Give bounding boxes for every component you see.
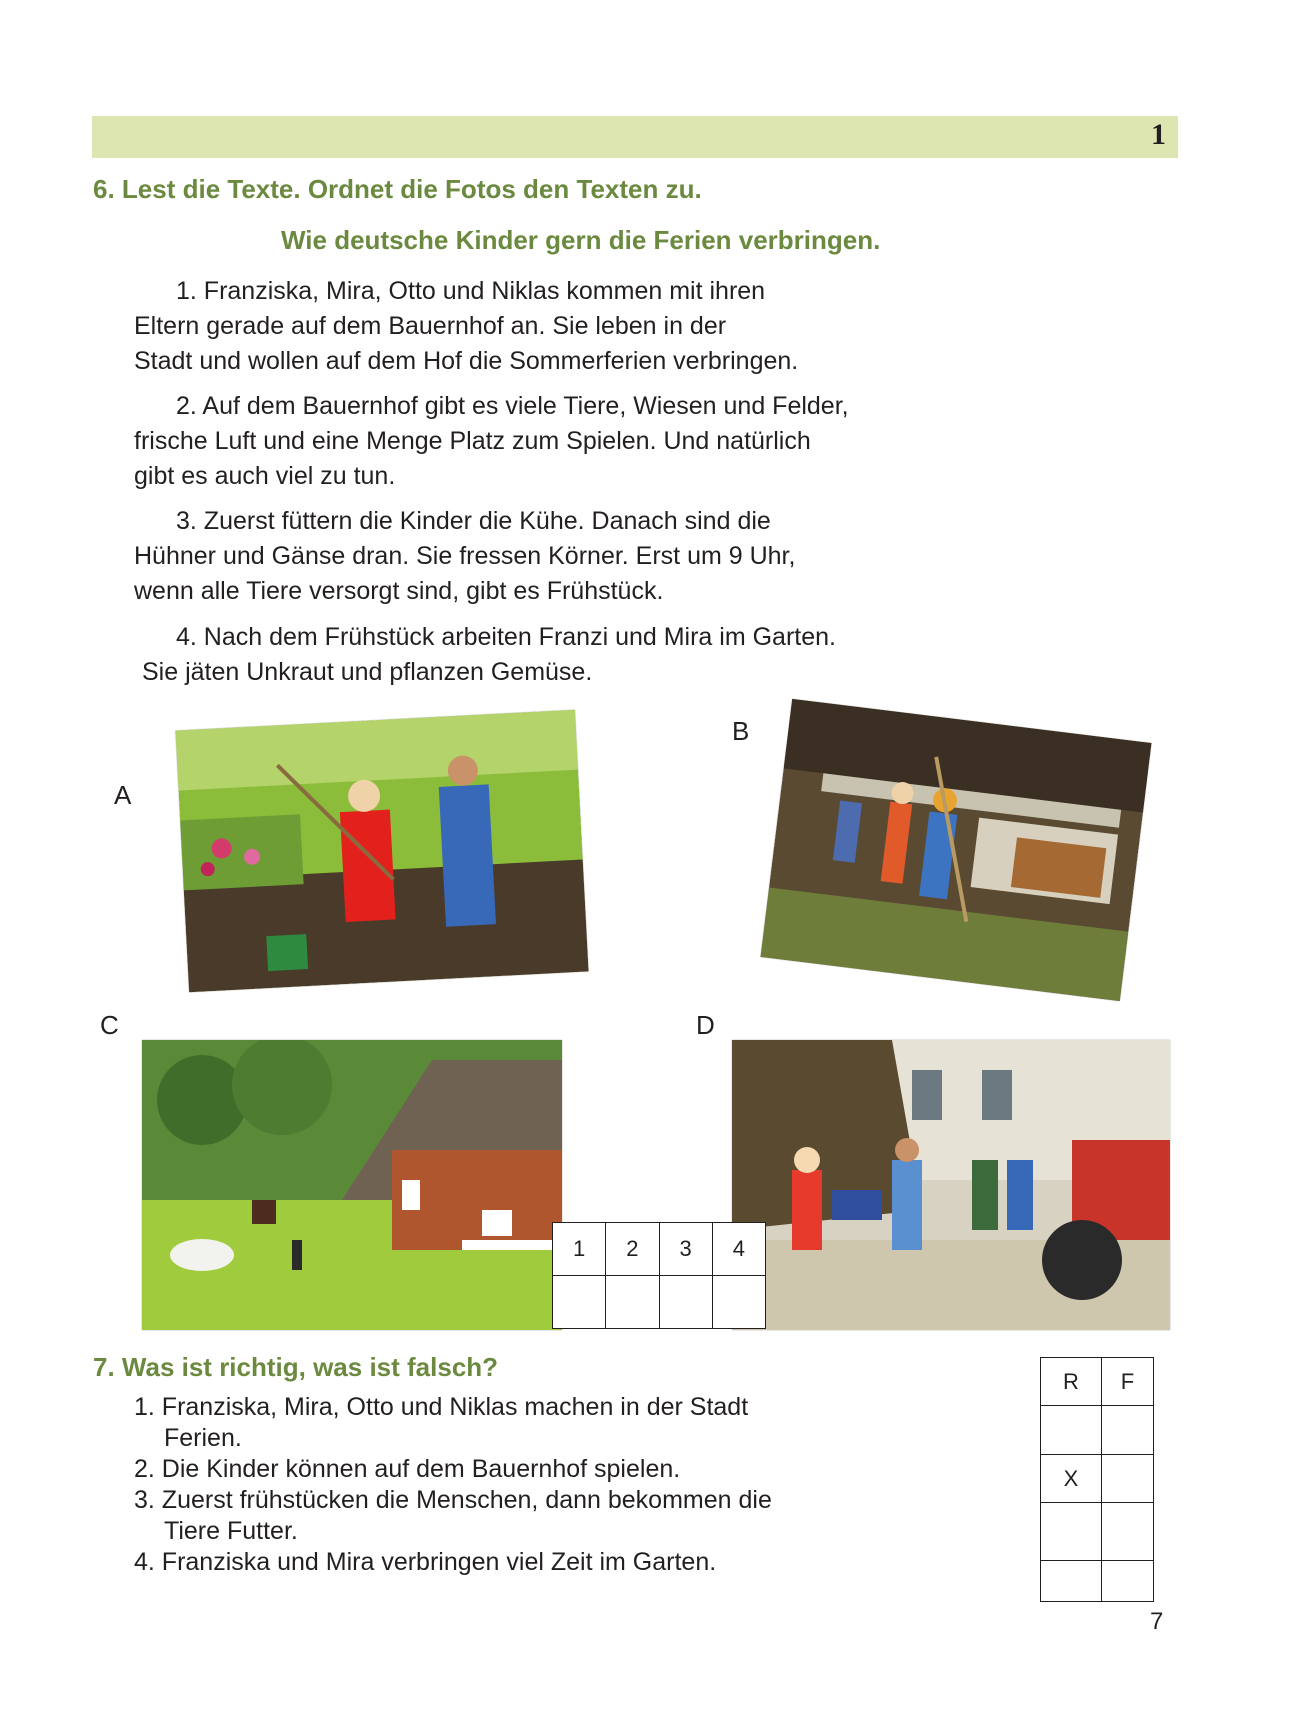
statement-1-continued: Ferien. — [164, 1424, 242, 1452]
paragraph-line: 2. Auf dem Bauernhof gibt es viele Tiere, Wiesen und Felder, — [176, 392, 849, 420]
statement-3: 3. Zuerst frühstücken die Menschen, dann bekommen die — [134, 1486, 772, 1514]
match-header-1: 1 — [553, 1223, 606, 1276]
text-subtitle: Wie deutsche Kinder gern die Ferien verbringen. — [281, 225, 881, 255]
match-header-3: 3 — [659, 1223, 712, 1276]
rf-cell[interactable] — [1101, 1503, 1153, 1561]
paragraph-4 — [134, 620, 1064, 690]
match-answer-cell[interactable] — [712, 1276, 765, 1329]
paragraph-3 — [134, 504, 1064, 609]
rf-cell[interactable] — [1041, 1503, 1102, 1561]
match-header-2: 2 — [606, 1223, 659, 1276]
paragraph-line: frische Luft und eine Menge Platz zum Spielen. Und natürlich — [134, 427, 811, 455]
paragraph-line: Hühner und Gänse dran. Sie fressen Körner. Erst um 9 Uhr, — [134, 542, 796, 570]
statement-1: 1. Franziska, Mira, Otto und Niklas machen in der Stadt — [134, 1393, 749, 1421]
photo-label-a: A — [114, 780, 132, 810]
match-answer-cell[interactable] — [553, 1276, 606, 1329]
paragraph-2 — [134, 389, 1064, 494]
rf-header-r: R — [1041, 1358, 1102, 1406]
paragraph-1 — [134, 274, 1064, 379]
match-answer-cell[interactable] — [659, 1276, 712, 1329]
photo-label-d: D — [696, 1010, 715, 1040]
photo-b-barn — [761, 699, 1152, 1001]
rf-cell[interactable] — [1101, 1406, 1153, 1455]
true-false-table — [1040, 1357, 1154, 1602]
paragraph-line: Stadt und wollen auf dem Hof die Sommerferien verbringen. — [134, 347, 799, 375]
paragraph-line: Eltern gerade auf dem Bauernhof an. Sie leben in der — [134, 312, 727, 340]
rf-cell[interactable]: X — [1041, 1455, 1102, 1503]
rf-header-f: F — [1101, 1358, 1153, 1406]
rf-cell[interactable] — [1041, 1561, 1102, 1602]
statement-2: 2. Die Kinder können auf dem Bauernhof spielen. — [134, 1455, 681, 1483]
photo-d-farmyard — [732, 1040, 1170, 1330]
paragraph-line: gibt es auch viel zu tun. — [134, 462, 396, 490]
chapter-band — [92, 116, 1178, 158]
paragraph-line: 4. Nach dem Frühstück arbeiten Franzi und Mira im Garten. — [176, 623, 836, 651]
photo-a-garden — [175, 710, 588, 993]
match-header-4: 4 — [712, 1223, 765, 1276]
match-answer-cell[interactable] — [606, 1276, 659, 1329]
exercise-7-heading: 7. Was ist richtig, was ist falsch? — [93, 1352, 499, 1382]
statement-3-continued: Tiere Futter. — [164, 1517, 298, 1545]
chapter-number: 1 — [1151, 118, 1166, 151]
paragraph-line: 1. Franziska, Mira, Otto und Niklas kommen mit ihren — [176, 277, 766, 305]
rf-cell[interactable] — [1041, 1406, 1102, 1455]
paragraph-line: wenn alle Tiere versorgt sind, gibt es Frühstück. — [134, 577, 664, 605]
photo-label-b: B — [732, 716, 750, 746]
statement-4: 4. Franziska und Mira verbringen viel Zeit im Garten. — [134, 1548, 717, 1576]
matching-table — [552, 1222, 766, 1329]
photo-label-c: C — [100, 1010, 119, 1040]
paragraph-line: 3. Zuerst füttern die Kinder die Kühe. Danach sind die — [176, 507, 771, 535]
exercise-6-heading: 6. Lest die Texte. Ordnet die Fotos den Texten zu. — [93, 174, 702, 204]
photo-c-farmhouse — [142, 1040, 562, 1330]
statement-list — [134, 1392, 1014, 1578]
rf-cell[interactable] — [1101, 1561, 1153, 1602]
page-number: 7 — [1150, 1608, 1164, 1635]
rf-cell[interactable] — [1101, 1455, 1153, 1503]
paragraph-line: Sie jäten Unkraut und pflanzen Gemüse. — [142, 658, 593, 686]
